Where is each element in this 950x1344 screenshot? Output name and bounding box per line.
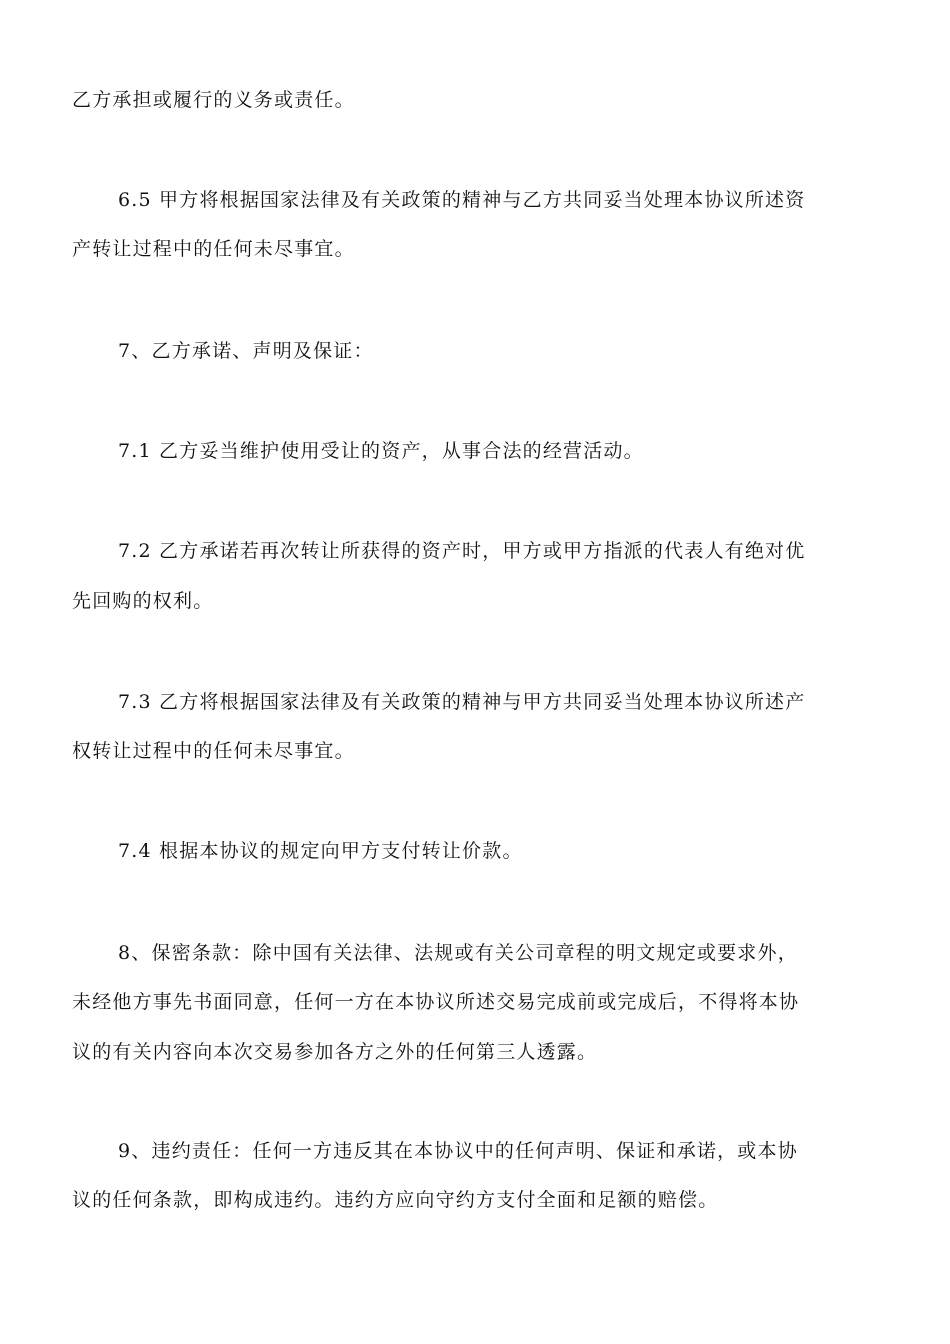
paragraph-line: 6.5 甲方将根据国家法律及有关政策的精神与乙方共同妥当处理本协议所述资 bbox=[118, 189, 806, 211]
paragraph-line: 议的有关内容向本次交易参加各方之外的任何第三人透露。 bbox=[72, 1041, 598, 1063]
section-heading: 7、乙方承诺、声明及保证： bbox=[118, 340, 374, 362]
paragraph-line: 未经他方事先书面同意，任何一方在本协议所述交易完成前或完成后，不得将本协 bbox=[72, 991, 800, 1013]
paragraph-line: 乙方承担或履行的义务或责任。 bbox=[72, 89, 355, 111]
paragraph-line: 8、保密条款：除中国有关法律、法规或有关公司章程的明文规定或要求外， bbox=[118, 942, 798, 964]
paragraph-line: 7.3 乙方将根据国家法律及有关政策的精神与甲方共同妥当处理本协议所述产 bbox=[118, 691, 806, 713]
paragraph-line: 产转让过程中的任何未尽事宜。 bbox=[72, 238, 355, 260]
paragraph-line: 7.2 乙方承诺若再次转让所获得的资产时，甲方或甲方指派的代表人有绝对优 bbox=[118, 540, 806, 562]
paragraph-line: 7.4 根据本协议的规定向甲方支付转让价款。 bbox=[118, 840, 523, 862]
paragraph-line: 7.1 乙方妥当维护使用受让的资产，从事合法的经营活动。 bbox=[118, 440, 644, 462]
paragraph-line: 权转让过程中的任何未尽事宜。 bbox=[72, 740, 355, 762]
paragraph-line: 9、违约责任：任何一方违反其在本协议中的任何声明、保证和承诺，或本协 bbox=[118, 1140, 798, 1162]
paragraph-line: 先回购的权利。 bbox=[72, 590, 214, 612]
paragraph-line: 议的任何条款，即构成违约。违约方应向守约方支付全面和足额的赔偿。 bbox=[72, 1189, 719, 1211]
